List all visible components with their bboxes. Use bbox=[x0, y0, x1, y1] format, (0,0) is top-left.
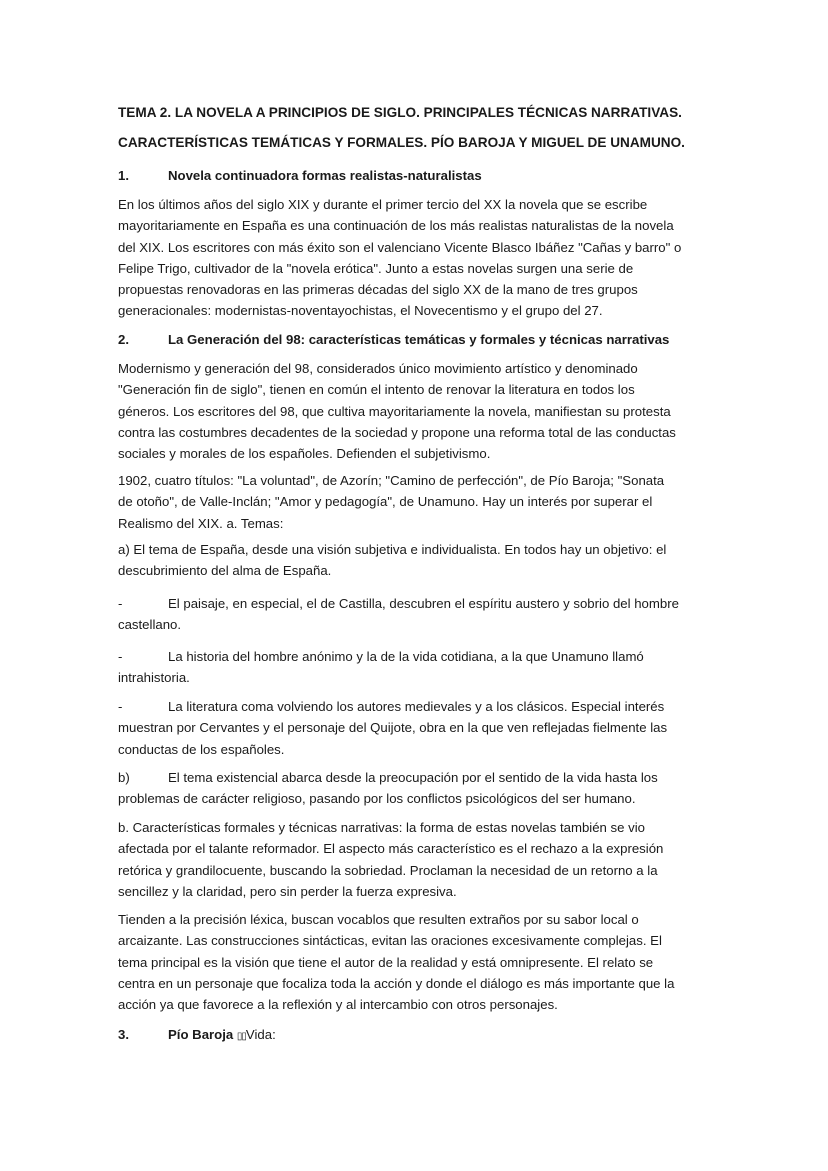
text-line: Felipe Trigo, cultivador de la "novela erótica". Junto a estas novelas surgen una serie de bbox=[118, 260, 634, 276]
text-line: 1902, cuatro títulos: "La voluntad", de Azorín; "Camino de perfección", de Pío Baroja; "Sonata bbox=[118, 473, 665, 488]
text-line: intrahistoria. bbox=[118, 670, 190, 686]
text-line: del XIX. Los escritores con más éxito son el valenciano Vicente Blasco Ibáñez "Cañas y barro" o bbox=[118, 239, 682, 255]
document-title bbox=[118, 103, 718, 153]
text-line: géneros. Los escritores del 98, que cultiva mayoritariamente la novela, manifiestan su protesta bbox=[118, 403, 671, 419]
heading-text: Novela continuadora formas realistas-naturalistas bbox=[168, 168, 482, 183]
text-line: En los últimos años del siglo XIX y durante el primer tercio del XX la novela que se escribe bbox=[118, 197, 648, 212]
theme-a-paragraph bbox=[118, 539, 718, 582]
section-1-paragraph bbox=[118, 194, 718, 322]
text-line: de otoño", de Valle-Inclán; "Amor y pedagogía", de Unamuno. Hay un interés por superar el bbox=[118, 494, 653, 510]
text-line: sencillez y la claridad, pero sin perder la fuerza expresiva. bbox=[118, 883, 457, 899]
text-line: sociales y morales de los españoles. Defienden el subjetivismo. bbox=[118, 446, 491, 462]
title-line: CARACTERÍSTICAS TEMÁTICAS Y FORMALES. PÍO BAROJA Y MIGUEL DE UNAMUNO. bbox=[118, 135, 685, 150]
text-line: centra en un personaje que focaliza toda la acción y donde el diálogo es más importante que la bbox=[118, 975, 675, 991]
text-line: propuestas renovadoras en las primeras décadas del siglo XX de la mano de tres grupos bbox=[118, 282, 638, 298]
section-number: 2. bbox=[118, 332, 129, 347]
section-number: 1. bbox=[118, 168, 129, 183]
text-line: descubrimiento del alma de España. bbox=[118, 563, 332, 579]
bullet-item bbox=[118, 696, 718, 760]
text-line: arcaizante. Las construcciones sintácticas, evitan las oraciones excesivamente complejas. El bbox=[118, 933, 662, 949]
text-line: problemas de carácter religioso, pasando por los conflictos psicológicos del ser humano. bbox=[118, 791, 636, 807]
text-line: Realismo del XIX. a. Temas: bbox=[118, 515, 284, 531]
text-line: Tienden a la precisión léxica, buscan vocablos que resulten extraños por su sabor local o bbox=[118, 912, 639, 927]
text-line: conductas de los españoles. bbox=[118, 741, 285, 757]
text-line: Modernismo y generación del 98, considerados único movimiento artístico y denominado bbox=[118, 361, 638, 376]
text-line: El paisaje, en especial, el de Castilla, descubren el espíritu austero y sobrio del hombre bbox=[168, 596, 679, 611]
heading-rest: Vida: bbox=[245, 1027, 276, 1042]
bullet-marker: - bbox=[118, 699, 123, 714]
heading-text: Pío Baroja bbox=[168, 1027, 234, 1042]
text-line: La literatura coma volviendo los autores medievales y a los clásicos. Especial interés bbox=[168, 699, 665, 714]
lexico-paragraph bbox=[118, 909, 718, 1015]
text-line: El tema existencial abarca desde la preocupación por el sentido de la vida hasta los bbox=[168, 770, 658, 785]
text-line: muestran por Cervantes y el personaje del Quijote, obra en la que ven reflejadas fielmente las bbox=[118, 720, 668, 736]
text-line: a) El tema de España, desde una visión subjetiva e individualista. En todos hay un objetivo: el bbox=[118, 542, 667, 557]
text-line: castellano. bbox=[118, 617, 182, 633]
theme-b-paragraph bbox=[118, 767, 718, 810]
bullet-marker: - bbox=[118, 596, 123, 611]
bullet-item bbox=[118, 646, 718, 689]
text-line: acción ya que favorece a la reflexión y al intercambio con otros personajes. bbox=[118, 997, 558, 1013]
titles-paragraph bbox=[118, 470, 718, 534]
text-line: tema principal es la visión que tiene el autor de la realidad y está omnipresente. El relato se bbox=[118, 954, 654, 970]
text-line: retórica y grandilocuente, buscando la sobriedad. Proclaman la necesidad de un retorno a la bbox=[118, 862, 658, 878]
text-line: generacionales: modernistas-noventayochistas, el Novecentismo y el grupo del 27. bbox=[118, 303, 603, 319]
bullet-item bbox=[118, 593, 718, 636]
intro-paragraph bbox=[118, 358, 718, 464]
text-line: contra las costumbres decadentes de la sociedad y propone una reforma total de las conductas bbox=[118, 424, 676, 440]
text-line: b. Características formales y técnicas narrativas: la forma de estas novelas también se vio bbox=[118, 820, 645, 835]
text-line: afectada por el talante reformador. El aspecto más característico es el rechazo a la expresión bbox=[118, 841, 664, 857]
missing-glyph-icon: ▯▯ bbox=[236, 1031, 246, 1042]
item-marker: b) bbox=[118, 770, 130, 785]
section-3-heading bbox=[118, 1025, 718, 1047]
heading-text: La Generación del 98: características temáticas y formales y técnicas narrativas bbox=[168, 332, 670, 347]
text-line: mayoritariamente en España es una continuación de los más realistas naturalistas de la novela bbox=[118, 218, 674, 234]
section-2-heading bbox=[118, 330, 718, 350]
section-1-heading bbox=[118, 166, 718, 186]
bullet-marker: - bbox=[118, 649, 123, 664]
section-number: 3. bbox=[118, 1027, 129, 1042]
title-line: TEMA 2. LA NOVELA A PRINCIPIOS DE SIGLO. PRINCIPALES TÉCNICAS NARRATIVAS. bbox=[118, 105, 682, 120]
text-line: La historia del hombre anónimo y la de la vida cotidiana, a la que Unamuno llamó bbox=[168, 649, 644, 664]
formal-paragraph bbox=[118, 817, 718, 902]
text-line: "Generación fin de siglo", tienen en común el intento de renovar la literatura en todos los bbox=[118, 382, 635, 398]
